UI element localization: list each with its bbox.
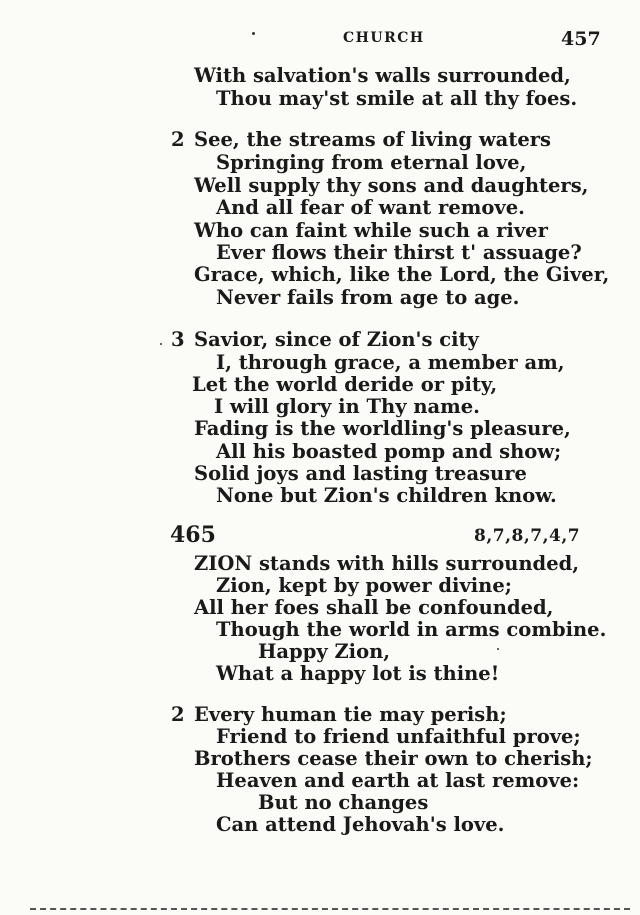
stanza-number: 2 [171, 703, 185, 726]
page-number: 457 [561, 28, 601, 50]
page-header [0, 28, 640, 54]
verse-line: But no changes [258, 791, 429, 814]
verse-line: Can attend Jehovah's love. [216, 813, 505, 836]
verse-line: Well supply thy sons and daughters, [194, 174, 589, 197]
verse-line: Springing from eternal love, [216, 151, 527, 174]
verse-line: Let the world deride or pity, [192, 373, 498, 396]
verse-line: And all fear of want remove. [216, 196, 525, 219]
verse-line: Ever flows their thirst t' assuage? [216, 241, 582, 264]
verse-line: Every human tie may perish; [194, 703, 507, 726]
verse-line: Solid joys and lasting treasure [194, 462, 527, 485]
stanza-number: 3 [171, 328, 185, 351]
verse-line: With salvation's walls surrounded, [194, 64, 571, 87]
verse-line: Savior, since of Zion's city [194, 328, 479, 351]
verse-line: I, through grace, a member am, [216, 351, 565, 374]
verse-line: None but Zion's children know. [216, 484, 557, 507]
stanza-number: 2 [171, 128, 185, 151]
verse-line: Thou may'st smile at all thy foes. [216, 87, 578, 110]
verse-line: Zion, kept by power divine; [216, 574, 512, 597]
verse-line: Happy Zion, [258, 640, 391, 663]
verse-line: Brothers cease their own to cherish; [194, 747, 593, 770]
verse-line: What a happy lot is thine! [216, 662, 500, 685]
verse-line: All her foes shall be confounded, [194, 596, 554, 619]
verse-line: Though the world in arms combine. [216, 618, 607, 641]
verse-line: Friend to friend unfaithful prove; [216, 725, 581, 748]
verse-line: Who can faint while such a river [194, 219, 548, 242]
print-speck [252, 32, 255, 35]
print-speck [497, 648, 499, 650]
verse-line: Never fails from age to age. [216, 286, 520, 309]
verse-line: Heaven and earth at last remove: [216, 769, 580, 792]
verse-line: ZION stands with hills surrounded, [194, 552, 580, 575]
verse-line: I will glory in Thy name. [214, 395, 480, 418]
print-speck [160, 343, 162, 345]
hymn-meter: 8,7,8,7,4,7 [474, 526, 581, 546]
hymn-number: 465 [170, 522, 216, 548]
verse-line: All his boasted pomp and show; [216, 440, 562, 463]
verse-line: Fading is the worldling's pleasure, [194, 417, 571, 440]
running-head: CHURCH [343, 30, 425, 46]
verse-line: Grace, which, like the Lord, the Giver, [194, 263, 610, 286]
verse-line: See, the streams of living waters [194, 128, 551, 151]
bottom-rule [30, 908, 630, 910]
